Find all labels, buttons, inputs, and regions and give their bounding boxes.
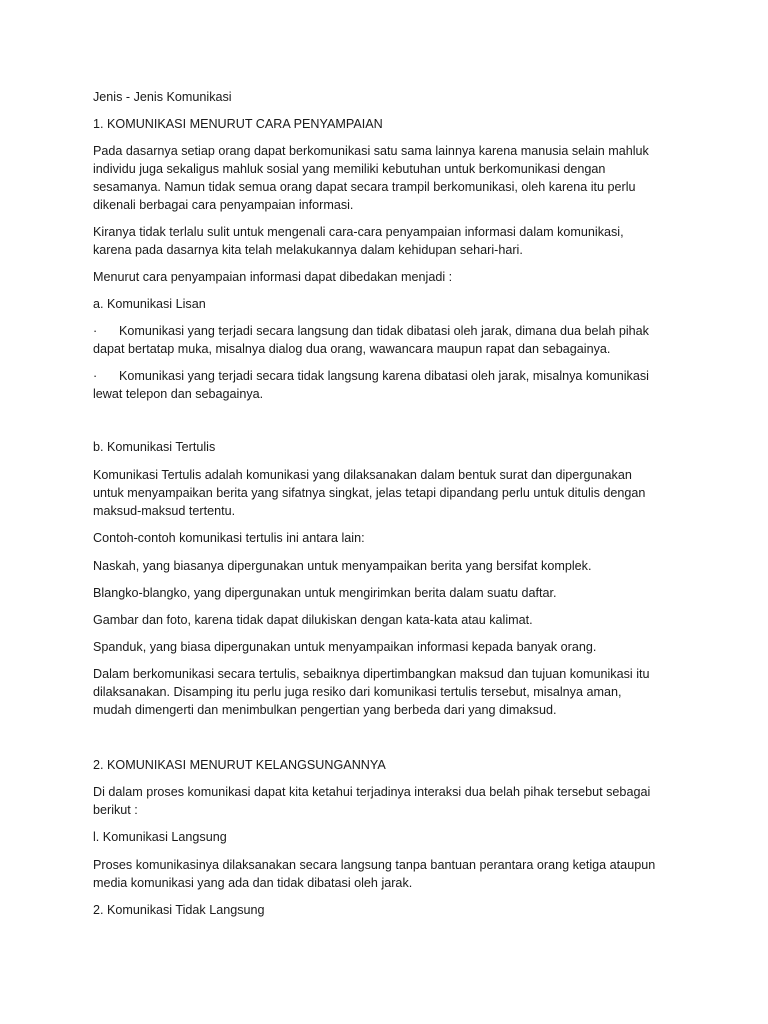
section-2-heading: 2. KOMUNIKASI MENURUT KELANGSUNGANNYA bbox=[93, 758, 386, 772]
paragraph-8-line-1: Proses komunikasinya dilaksanakan secara langsung tanpa bantuan perantara orang ketiga ataupun bbox=[93, 858, 656, 872]
paragraph-8-line-2: media komunikasi yang ada dan tidak dibatasi oleh jarak. bbox=[93, 876, 413, 890]
bullet-2-marker: · bbox=[93, 369, 98, 383]
paragraph-2-line-2: karena pada dasarnya kita telah melakukannya dalam kehidupan sehari-hari. bbox=[93, 243, 523, 257]
section-1-heading: 1. KOMUNIKASI MENURUT CARA PENYAMPAIAN bbox=[93, 117, 383, 131]
paragraph-4-line-2: untuk menyampaikan berita yang sifatnya singkat, jelas tetapi dipandang perlu untuk ditulis dengan bbox=[93, 486, 646, 500]
paragraph-3: Menurut cara penyampaian informasi dapat dibedakan menjadi : bbox=[93, 270, 453, 284]
subheading-b: b. Komunikasi Tertulis bbox=[93, 440, 216, 454]
paragraph-1-line-3: sesamanya. Namun tidak semua orang dapat secara trampil berkomunikasi, oleh karena itu perlu bbox=[93, 180, 636, 194]
example-3: Gambar dan foto, karena tidak dapat dilukiskan dengan kata-kata atau kalimat. bbox=[93, 613, 533, 627]
paragraph-1-line-1: Pada dasarnya setiap orang dapat berkomunikasi satu sama lainnya karena manusia selain mahluk bbox=[93, 144, 649, 158]
bullet-1-line-2: dapat bertatap muka, misalnya dialog dua orang, wawancara maupun rapat dan sebagainya. bbox=[93, 342, 611, 356]
paragraph-1-line-2: individu juga sekaligus mahluk sosial yang memiliki kebutuhan untuk berkomunikasi dengan bbox=[93, 162, 606, 176]
subheading-a: a. Komunikasi Lisan bbox=[93, 297, 206, 311]
example-4: Spanduk, yang biasa dipergunakan untuk menyampaikan informasi kepada banyak orang. bbox=[93, 640, 597, 654]
bullet-1-marker: · bbox=[93, 324, 98, 338]
bullet-2-line-1: Komunikasi yang terjadi secara tidak langsung karena dibatasi oleh jarak, misalnya komunikasi bbox=[119, 369, 649, 383]
subheading-1: l. Komunikasi Langsung bbox=[93, 830, 227, 844]
paragraph-2-line-1: Kiranya tidak terlalu sulit untuk mengenali cara-cara penyampaian informasi dalam komunikasi, bbox=[93, 225, 624, 239]
paragraph-4-line-3: maksud-maksud tertentu. bbox=[93, 504, 236, 518]
subheading-2: 2. Komunikasi Tidak Langsung bbox=[93, 903, 265, 917]
paragraph-6-line-2: dilaksanakan. Disamping itu perlu juga resiko dari komunikasi tertulis tersebut, misalnya aman, bbox=[93, 685, 622, 699]
bullet-1-line-1: Komunikasi yang terjadi secara langsung dan tidak dibatasi oleh jarak, dimana dua belah pihak bbox=[119, 324, 649, 338]
paragraph-6-line-1: Dalam berkomunikasi secara tertulis, sebaiknya dipertimbangkan maksud dan tujuan komunikasi itu bbox=[93, 667, 650, 681]
paragraph-6-line-3: mudah dimengerti dan menimbulkan pengertian yang berbeda dari yang dimaksud. bbox=[93, 703, 557, 717]
example-1: Naskah, yang biasanya dipergunakan untuk menyampaikan berita yang bersifat komplek. bbox=[93, 559, 592, 573]
example-2: Blangko-blangko, yang dipergunakan untuk mengirimkan berita dalam suatu daftar. bbox=[93, 586, 557, 600]
document-title: Jenis - Jenis Komunikasi bbox=[93, 90, 232, 104]
paragraph-1-line-4: dikenali berbagai cara penyampaian informasi. bbox=[93, 198, 354, 212]
paragraph-4-line-1: Komunikasi Tertulis adalah komunikasi yang dilaksanakan dalam bentuk surat dan dipergunakan bbox=[93, 468, 632, 482]
paragraph-7-line-1: Di dalam proses komunikasi dapat kita ketahui terjadinya interaksi dua belah pihak tersebut sebagai bbox=[93, 785, 651, 799]
bullet-2-line-2: lewat telepon dan sebagainya. bbox=[93, 387, 264, 401]
paragraph-7-line-2: berikut : bbox=[93, 803, 138, 817]
paragraph-5: Contoh-contoh komunikasi tertulis ini antara lain: bbox=[93, 531, 365, 545]
